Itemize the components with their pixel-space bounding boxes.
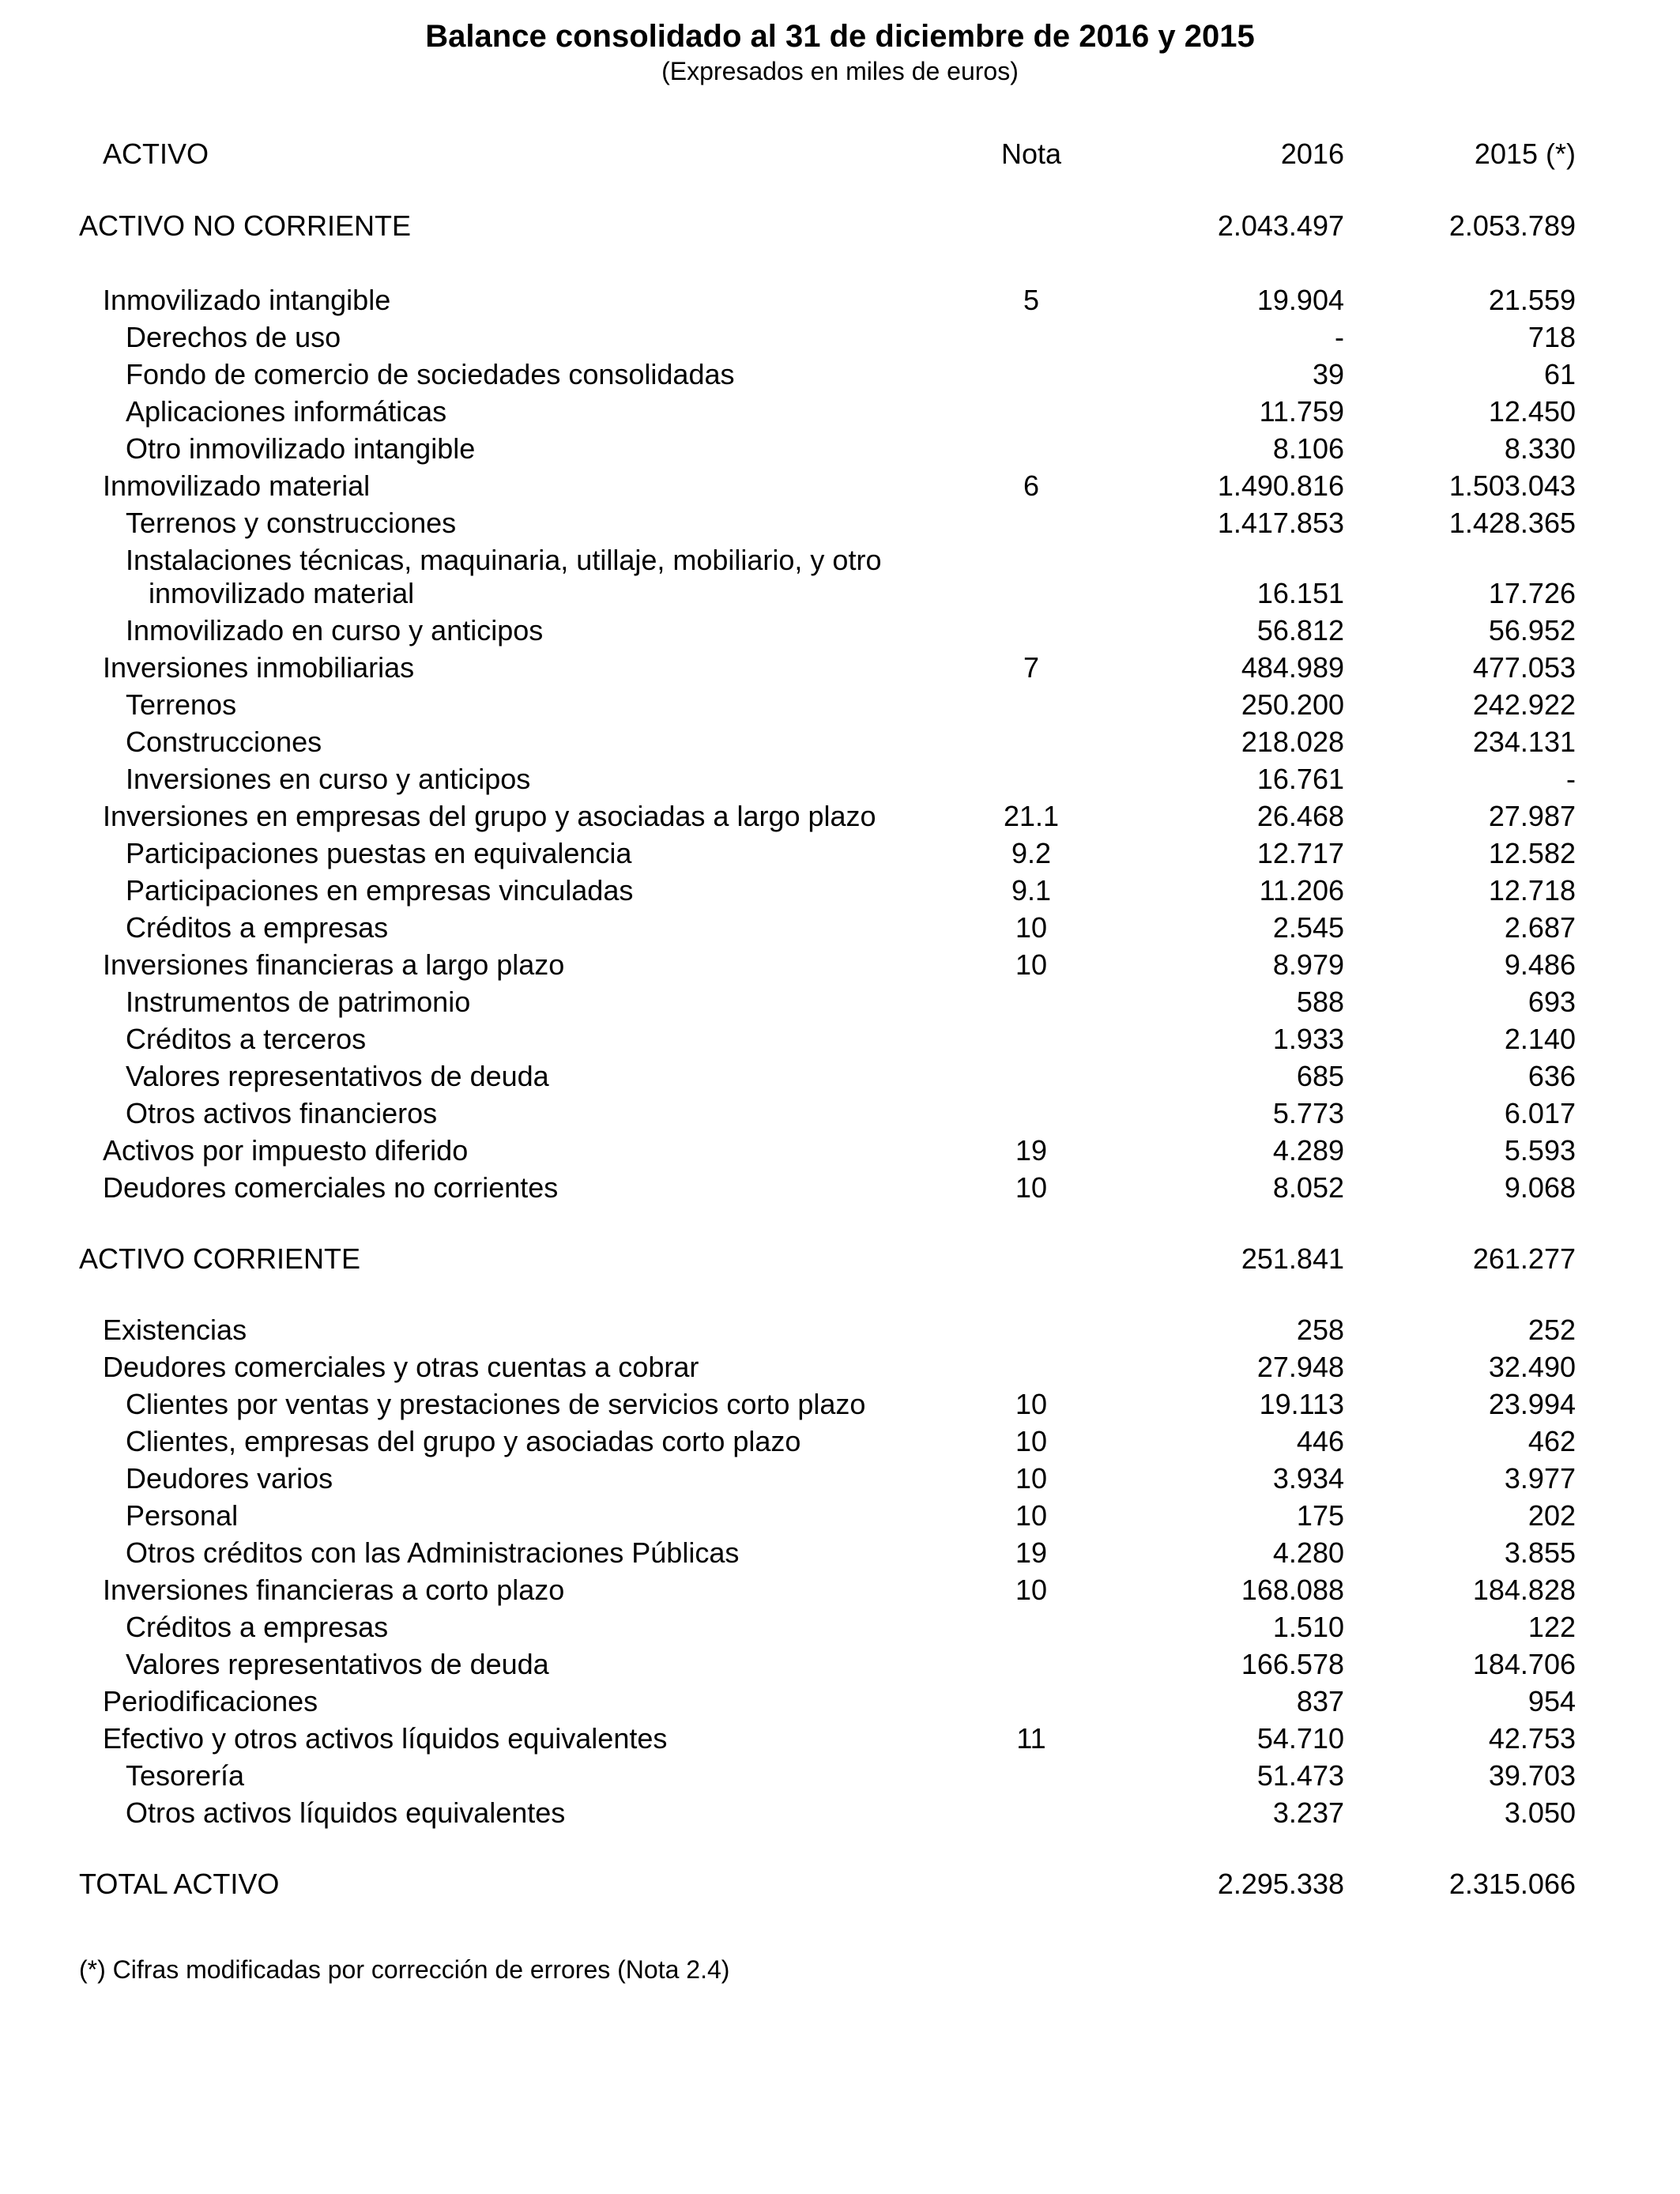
row-value-2016: 5.773 [1272,1097,1344,1129]
row-value-2016: 8.106 [1272,432,1344,465]
row-label: Créditos a terceros [126,1023,367,1055]
row-value-2016: 3.934 [1272,1462,1344,1495]
row-label: Construcciones [126,726,322,758]
row-value-2016: 19.904 [1256,284,1344,316]
row-value-2015: 2.140 [1504,1023,1576,1055]
table-row [0,1757,1680,1794]
row-value-2016: 218.028 [1241,726,1344,758]
row-label: Deudores comerciales y otras cuentas a cobrar [103,1351,699,1383]
row-label: Valores representativos de deuda [126,1648,549,1680]
row-label: Instrumentos de patrimonio [126,986,471,1018]
row-label: TOTAL ACTIVO [79,1868,280,1900]
row-value-2015: 56.952 [1488,614,1576,647]
row-value-2015: 27.987 [1488,800,1576,832]
row-note: 21.1 [1003,800,1060,832]
row-note: 19 [1015,1536,1048,1569]
row-value-2015: 2.053.789 [1448,209,1576,242]
table-row [0,207,1680,244]
table-row [0,1240,1680,1277]
row-label: Otros activos líquidos equivalentes [126,1796,566,1829]
row-label: Créditos a empresas [126,911,389,944]
row-value-2016: 12.717 [1256,837,1344,869]
row-note: 7 [1023,651,1040,684]
row-label: Personal [126,1499,239,1532]
row-value-2015: 6.017 [1504,1097,1576,1129]
row-value-2016: 1.417.853 [1217,507,1344,539]
row-value-2015: 39.703 [1488,1759,1576,1792]
row-value-2015: 234.131 [1472,726,1576,758]
header-note: Nota [1000,138,1062,170]
row-label: Clientes por ventas y prestaciones de servicios corto plazo [126,1388,866,1420]
row-value-2016: 250.200 [1241,688,1344,721]
table-row [0,760,1680,797]
table-row [0,1794,1680,1831]
table-row [0,356,1680,393]
row-value-2015: 2.687 [1504,911,1576,944]
table-row [0,319,1680,356]
table-row [0,797,1680,835]
row-value-2015: 9.068 [1504,1171,1576,1204]
table-header [0,135,1680,172]
table-row [0,1571,1680,1608]
table-row [0,1095,1680,1132]
row-label: Inversiones financieras a largo plazo [103,948,565,981]
table-row [0,872,1680,909]
row-note: 10 [1015,1171,1048,1204]
row-value-2016: 16.761 [1256,763,1344,795]
row-value-2016: 258 [1296,1314,1344,1346]
row-value-2015: 3.977 [1504,1462,1576,1495]
row-label: Periodificaciones [103,1685,318,1717]
row-label: Inversiones inmobiliarias [103,651,415,684]
row-value-2015: 462 [1527,1425,1576,1457]
row-note: 10 [1015,1574,1048,1606]
row-label: Inversiones en empresas del grupo y asociadas a largo plazo [103,800,876,832]
row-value-2016: 8.979 [1272,948,1344,981]
row-value-2015: 718 [1527,321,1576,353]
row-value-2016: 3.237 [1272,1796,1344,1829]
row-value-2016: 4.289 [1272,1134,1344,1167]
row-label: Fondo de comercio de sociedades consolidadas [126,358,735,390]
row-value-2015: 12.718 [1488,874,1576,907]
row-value-2016: 837 [1296,1685,1344,1717]
row-value-2016: 2.545 [1272,911,1344,944]
header-year-2016: 2016 [1280,138,1344,170]
table-row [0,983,1680,1020]
table-row [0,504,1680,541]
table-row [0,1534,1680,1571]
row-value-2015: 17.726 [1488,577,1576,609]
table-row [0,686,1680,723]
row-value-2015: 9.486 [1504,948,1576,981]
table-row [0,1646,1680,1683]
row-value-2016: 446 [1296,1425,1344,1457]
table-row [0,612,1680,649]
row-value-2016: 1.933 [1272,1023,1344,1055]
row-value-2016: 39 [1312,358,1344,390]
row-value-2016: 2.043.497 [1217,209,1344,242]
row-value-2016: 8.052 [1272,1171,1344,1204]
row-label: ACTIVO CORRIENTE [79,1242,361,1275]
row-value-2016: 484.989 [1241,651,1344,684]
row-label: Existencias [103,1314,247,1346]
row-value-2016: 11.759 [1259,395,1344,428]
table-row [0,1608,1680,1646]
row-label: Participaciones en empresas vinculadas [126,874,634,907]
row-label: Deudores varios [126,1462,333,1495]
row-value-2015: 61 [1543,358,1576,390]
row-value-2015: 202 [1527,1499,1576,1532]
table-row [0,1497,1680,1534]
row-note: 10 [1015,1388,1048,1420]
table-row [0,1132,1680,1169]
page-title: Balance consolidado al 31 de diciembre de 2016 y 2015 [425,19,1255,54]
row-value-2015: 23.994 [1488,1388,1576,1420]
table-row [0,1683,1680,1720]
table-row [0,1348,1680,1385]
row-value-2016: 1.510 [1272,1611,1344,1643]
row-label: Clientes, empresas del grupo y asociadas corto plazo [126,1425,801,1457]
row-value-2016: 1.490.816 [1217,469,1344,502]
row-label: Otros créditos con las Administraciones Públicas [126,1536,740,1569]
row-value-2015: 2.315.066 [1448,1868,1576,1900]
table-row [0,1720,1680,1757]
row-value-2015: 32.490 [1488,1351,1576,1383]
table-row [0,281,1680,319]
table-row [0,1020,1680,1057]
row-value-2016: 685 [1296,1060,1344,1092]
row-label: Instalaciones técnicas, maquinaria, utillaje, mobiliario, y otro [126,544,882,576]
row-value-2015: 184.828 [1472,1574,1576,1606]
row-label: Participaciones puestas en equivalencia [126,837,632,869]
row-label: Activos por impuesto diferido [103,1134,469,1167]
row-value-2015: 954 [1527,1685,1576,1717]
row-value-2015: 1.428.365 [1448,507,1576,539]
table-row [0,541,1680,579]
table-row [0,1460,1680,1497]
row-label: Créditos a empresas [126,1611,389,1643]
row-label: Inmovilizado material [103,469,371,502]
row-value-2016: 54.710 [1256,1722,1344,1755]
row-note: 10 [1015,911,1048,944]
page-subtitle: (Expresados en miles de euros) [661,57,1019,85]
row-value-2015: 3.855 [1504,1536,1576,1569]
table-row [0,1865,1680,1902]
row-value-2015: 12.450 [1488,395,1576,428]
row-value-2015: 184.706 [1472,1648,1576,1680]
header-label: ACTIVO [103,138,209,170]
row-value-2016: 175 [1296,1499,1344,1532]
row-note: 6 [1023,469,1040,502]
row-value-2015: 261.277 [1472,1242,1576,1275]
row-note: 10 [1015,1462,1048,1495]
row-note: 11 [1016,1722,1046,1755]
row-value-2015: 12.582 [1488,837,1576,869]
row-value-2016: 16.151 [1256,577,1344,609]
row-note: 10 [1015,948,1048,981]
row-value-2016: 588 [1296,986,1344,1018]
row-label: Terrenos [126,688,237,721]
row-value-2016: 166.578 [1241,1648,1344,1680]
row-value-2015: 21.559 [1488,284,1576,316]
row-label: Aplicaciones informáticas [126,395,447,428]
row-label: Inmovilizado en curso y anticipos [126,614,544,647]
footnote: (*) Cifras modificadas por corrección de errores (Nota 2.4) [79,1955,730,1984]
row-value-2016: 2.295.338 [1217,1868,1344,1900]
row-value-2015: 252 [1527,1314,1576,1346]
row-value-2015: 122 [1527,1611,1576,1643]
row-note: 5 [1023,284,1040,316]
row-label: Valores representativos de deuda [126,1060,549,1092]
row-value-2015: 1.503.043 [1448,469,1576,502]
row-note: 10 [1015,1425,1048,1457]
row-value-2015: 42.753 [1488,1722,1576,1755]
table-row [0,1311,1680,1348]
table-row [0,467,1680,504]
table-row [0,835,1680,872]
row-note: 10 [1015,1499,1048,1532]
row-value-2016: - [1335,321,1344,353]
row-value-2016: 27.948 [1256,1351,1344,1383]
table-row [0,649,1680,686]
row-label: Tesorería [126,1759,245,1792]
row-label: Inversiones en curso y anticipos [126,763,531,795]
row-value-2016: 4.280 [1272,1536,1344,1569]
row-value-2016: 251.841 [1241,1242,1344,1275]
row-note: 9.1 [1011,874,1052,907]
row-value-2015: - [1566,763,1576,795]
row-value-2016: 56.812 [1256,614,1344,647]
row-value-2016: 26.468 [1256,800,1344,832]
row-note: 9.2 [1011,837,1052,869]
row-label: Otro inmovilizado intangible [126,432,476,465]
row-value-2015: 5.593 [1504,1134,1576,1167]
table-row [0,723,1680,760]
row-label: Inversiones financieras a corto plazo [103,1574,565,1606]
row-value-2016: 51.473 [1256,1759,1344,1792]
table-row [0,946,1680,983]
row-value-2015: 8.330 [1504,432,1576,465]
row-label: Otros activos financieros [126,1097,438,1129]
table-row [0,909,1680,946]
table-row [0,1423,1680,1460]
row-value-2016: 11.206 [1259,874,1344,907]
row-label: Derechos de uso [126,321,341,353]
row-label: Efectivo y otros activos líquidos equivalentes [103,1722,668,1755]
row-value-2015: 3.050 [1504,1796,1576,1829]
row-value-2015: 477.053 [1472,651,1576,684]
row-label: Deudores comerciales no corrientes [103,1171,559,1204]
table-row [0,393,1680,430]
row-value-2016: 19.113 [1259,1388,1344,1420]
header-year-2015: 2015 (*) [1474,138,1576,170]
row-value-2015: 242.922 [1472,688,1576,721]
table-row [0,430,1680,467]
table-row [0,1057,1680,1095]
row-label: ACTIVO NO CORRIENTE [79,209,412,242]
table-row [0,1169,1680,1206]
row-label: Inmovilizado intangible [103,284,391,316]
row-value-2015: 693 [1527,986,1576,1018]
table-row [0,1385,1680,1423]
table-row [0,575,1680,612]
row-label: Terrenos y construcciones [126,507,457,539]
row-note: 19 [1015,1134,1048,1167]
row-label: inmovilizado material [149,577,415,609]
row-value-2016: 168.088 [1241,1574,1344,1606]
row-value-2015: 636 [1527,1060,1576,1092]
